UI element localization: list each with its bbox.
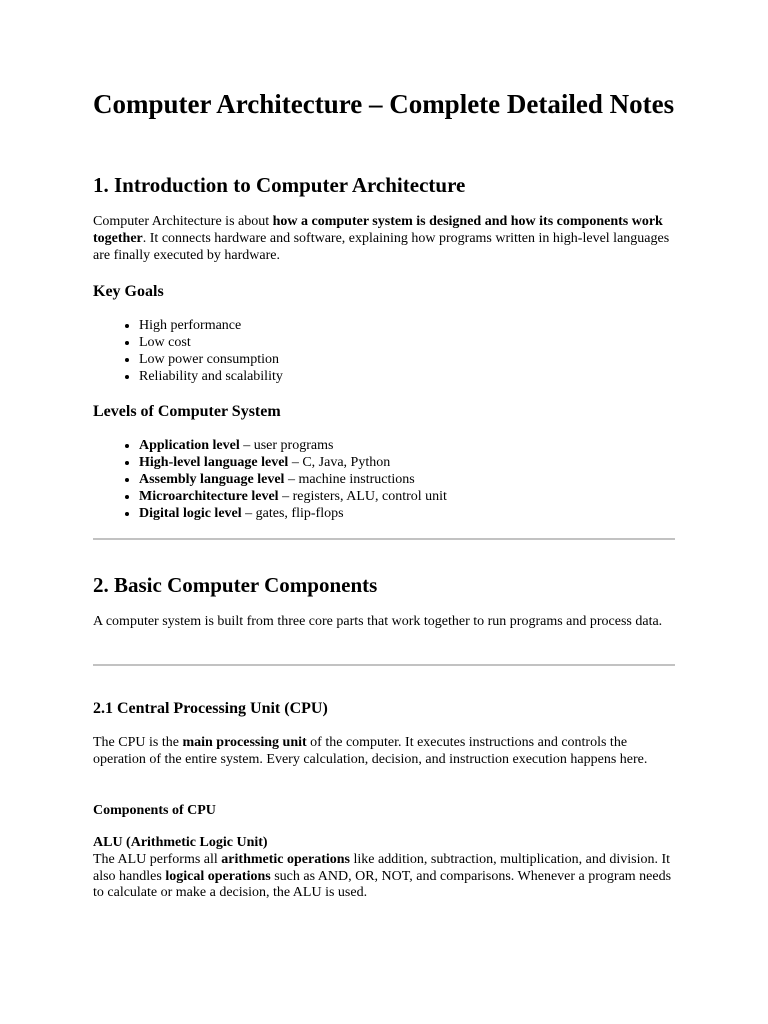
- section-1-heading: 1. Introduction to Computer Architecture: [93, 173, 466, 197]
- alu-paragraph: [93, 835, 683, 902]
- level-description: – gates, flip-flops: [241, 506, 344, 521]
- cpu-bold-1: main processing unit: [182, 735, 307, 750]
- section-2-heading: 2. Basic Computer Components: [93, 573, 378, 597]
- level-name: Digital logic level: [139, 506, 242, 521]
- list-item: [139, 505, 729, 522]
- level-description: – C, Java, Python: [288, 455, 391, 470]
- cpu-text-2: of the computer. It executes instructions and controls the operation of the entire system. Every calculation, decision, and instruction execution happens here.: [93, 735, 648, 767]
- list-item: [139, 437, 729, 454]
- level-name: Microarchitecture level: [139, 489, 279, 504]
- alu-text-3: such as AND, OR, NOT, and comparisons. Whenever a program needs to calculate or make a decision, the ALU is used.: [93, 868, 672, 901]
- cpu-components-heading: Components of CPU: [93, 803, 216, 818]
- alu-bold-1: arithmetic operations: [221, 851, 350, 867]
- cpu-heading: 2.1 Central Processing Unit (CPU): [93, 700, 328, 717]
- level-description: – registers, ALU, control unit: [278, 489, 447, 504]
- section-2-intro-paragraph: A computer system is built from three core parts that work together to run programs and process data.: [93, 614, 663, 629]
- intro-text-1: Computer Architecture is about: [93, 214, 273, 229]
- key-goals-list: [93, 317, 729, 385]
- alu-heading: ALU (Arithmetic Logic Unit): [93, 835, 268, 850]
- horizontal-rule: [93, 664, 675, 666]
- levels-list: [93, 437, 729, 522]
- list-item: • Low power consumption: [139, 351, 729, 368]
- list-item: • High performance: [139, 317, 729, 334]
- list-item: • Low cost: [139, 334, 729, 351]
- level-name: Assembly language level: [139, 472, 285, 487]
- list-item: [139, 454, 729, 471]
- alu-bold-2: logical operations: [165, 868, 271, 884]
- level-name: High-level language level: [139, 455, 289, 470]
- list-item: [139, 488, 729, 505]
- alu-text-2: like addition, subtraction, multiplication, and division. It also handles: [93, 851, 671, 884]
- cpu-text-1: The CPU is the: [93, 735, 183, 750]
- cpu-paragraph: [93, 735, 683, 769]
- horizontal-rule: [93, 538, 675, 540]
- level-description: – user programs: [239, 438, 334, 453]
- alu-text-1: The ALU performs all: [93, 851, 222, 867]
- intro-bold-1: how a computer system is designed and how its components work together: [93, 214, 663, 246]
- key-goals-heading: Key Goals: [93, 283, 164, 300]
- document-title: Computer Architecture – Complete Detailed Notes: [93, 89, 675, 119]
- intro-text-2: . It connects hardware and software, explaining how programs written in high-level languages are finally executed by hardware.: [93, 230, 670, 263]
- list-item: • Reliability and scalability: [139, 368, 729, 385]
- section-1-intro-paragraph: [93, 214, 683, 264]
- levels-heading: Levels of Computer System: [93, 403, 281, 420]
- level-name: Application level: [139, 438, 240, 453]
- list-item: [139, 471, 729, 488]
- level-description: – machine instructions: [284, 472, 415, 487]
